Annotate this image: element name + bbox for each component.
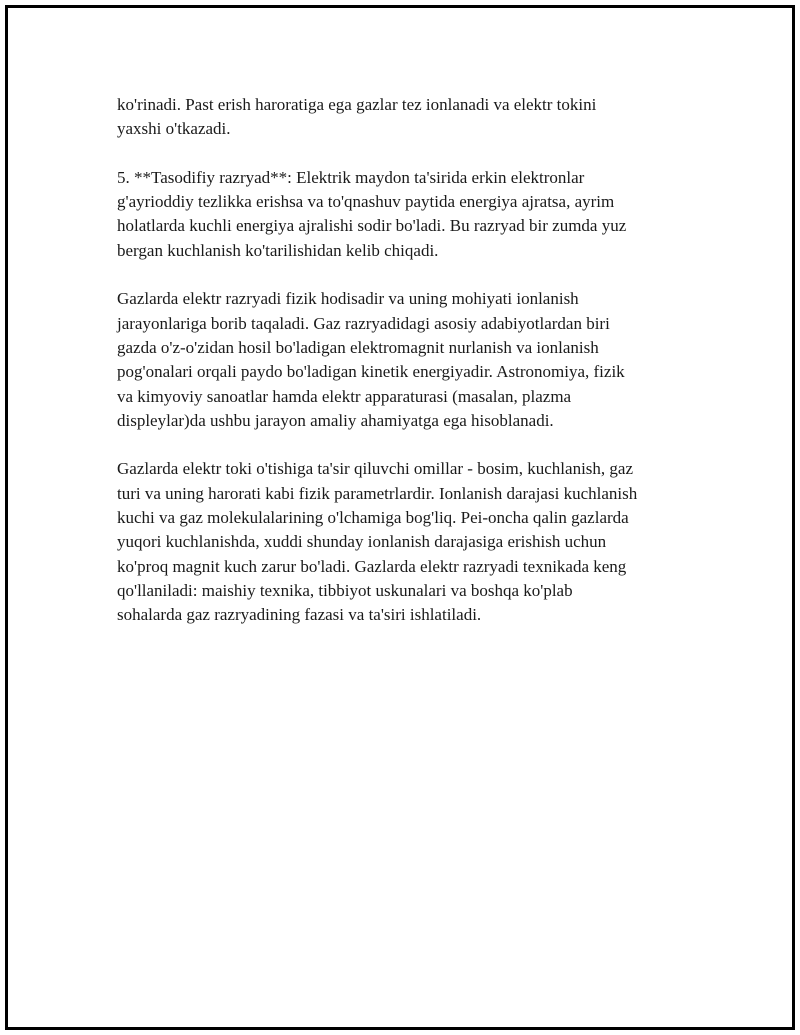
paragraph-2 — [117, 166, 687, 263]
text-line: sohalarda gaz razryadining fazasi va ta'siri ishlatiladi. — [117, 605, 482, 625]
text-line: Gazlarda elektr toki o'tishiga ta'sir qiluvchi omillar - bosim, kuchlanish, gaz — [117, 459, 633, 479]
text-line: ko'rinadi. Past erish haroratiga ega gazlar tez ionlanadi va elektr tokini — [117, 95, 597, 114]
text-line: bergan kuchlanish ko'tarilishidan kelib chiqadi. — [117, 240, 439, 260]
text-line: g'ayrioddiy tezlikka erishsa va to'qnashuv paytida energiya ajratsa, ayrim — [117, 192, 615, 212]
text-line: gazda o'z-o'zidan hosil bo'ladigan elektromagnit nurlanish va ionlanish — [117, 337, 599, 357]
text-line: displeylar)da ushbu jarayon amaliy ahamiyatga ega hisoblanadi. — [117, 410, 554, 430]
paragraph-3 — [117, 287, 687, 433]
text-line: holatlarda kuchli energiya ajralishi sodir bo'ladi. Bu razryad bir zumda yuz — [117, 216, 627, 236]
text-line: jarayonlariga borib taqaladi. Gaz razryadidagi asosiy adabiyotlardan biri — [117, 313, 610, 333]
text-line: qo'llaniladi: maishiy texnika, tibbiyot uskunalari va boshqa ko'plab — [117, 580, 573, 600]
text-line: yuqori kuchlanishda, xuddi shunday ionlanish darajasiga erishish uchun — [117, 532, 607, 552]
text-line: va kimyoviy sanoatlar hamda elektr apparaturasi (masalan, plazma — [117, 386, 572, 406]
text-line: ko'proq magnit kuch zarur bo'ladi. Gazlarda elektr razryadi texnikada keng — [117, 556, 627, 576]
text-line: Gazlarda elektr razryadi fizik hodisadir va uning mohiyati ionlanish — [117, 289, 579, 309]
paragraph-1 — [117, 93, 687, 142]
text-line: kuchi va gaz molekulalarining o'lchamiga bog'liq. Pei-oncha qalin gazlarda — [117, 508, 629, 528]
text-line: 5. **Tasodifiy razryad**: Elektrik maydon ta'sirida erkin elektronlar — [117, 167, 585, 187]
document-body — [117, 93, 687, 652]
paragraph-4 — [117, 457, 687, 627]
text-line: pog'onalari orqali paydo bo'ladigan kinetik energiyadir. Astronomiya, fizik — [117, 362, 625, 382]
text-line: turi va uning harorati kabi fizik parametrlardir. Ionlanish darajasi kuchlanish — [117, 483, 638, 503]
text-line: yaxshi o'tkazadi. — [117, 119, 231, 139]
